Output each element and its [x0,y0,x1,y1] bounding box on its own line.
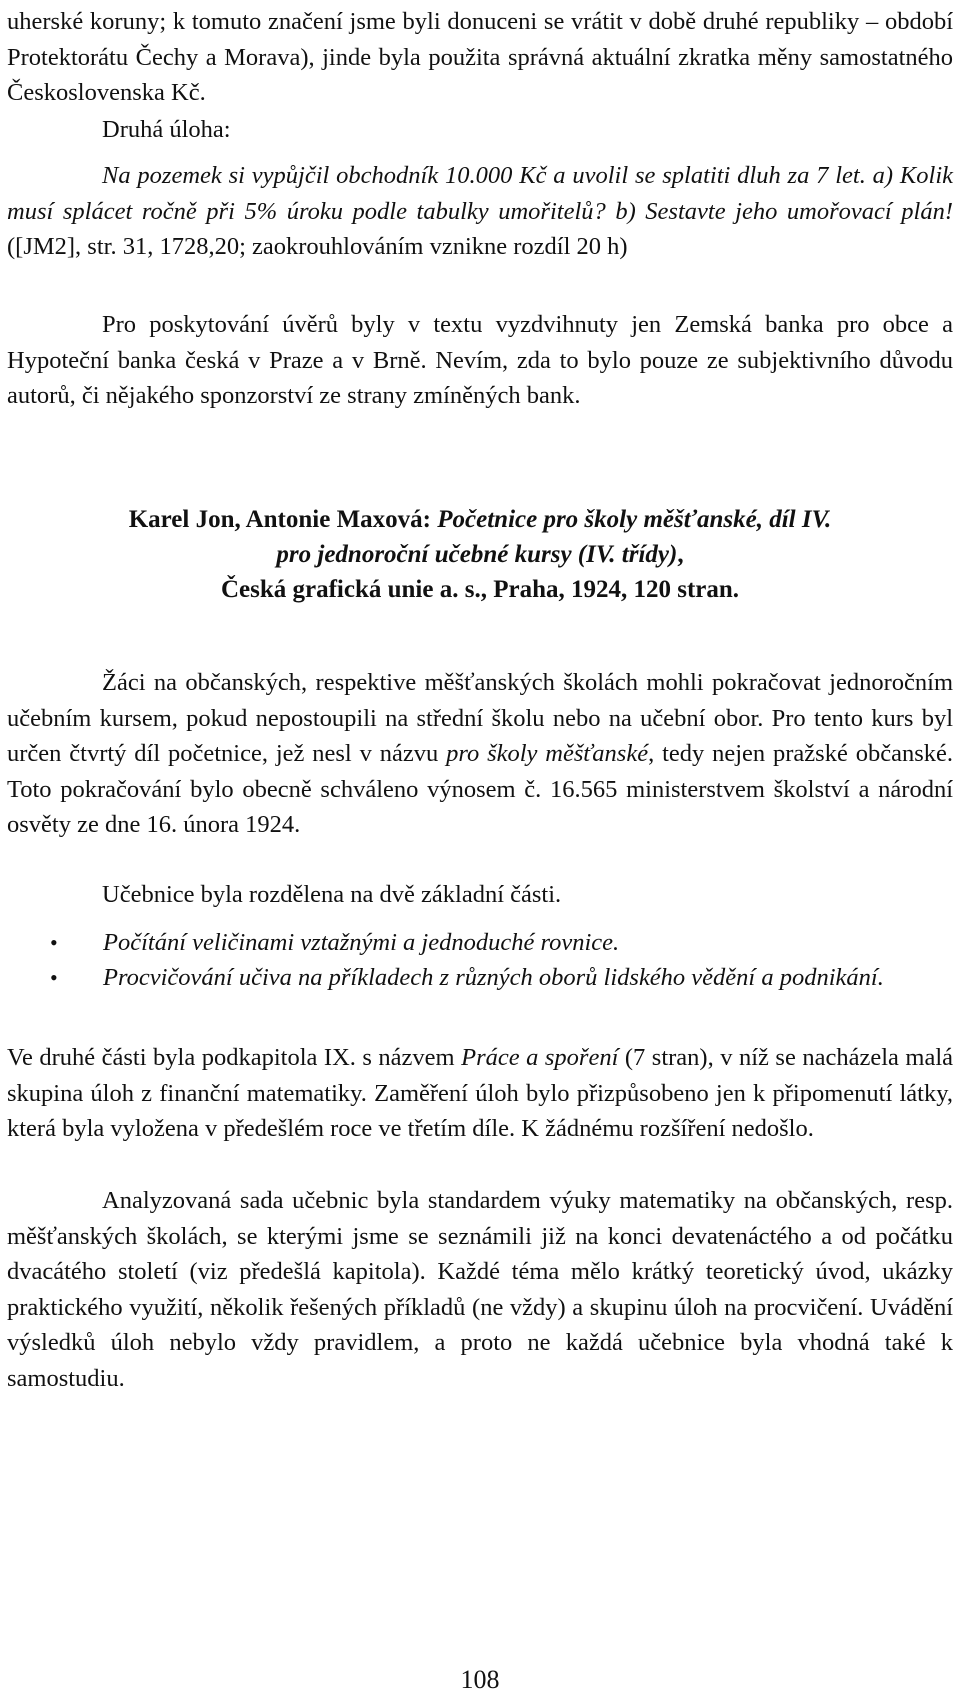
second-part-text-b: (7 stran), v níž se nacházela malá skupina úloh z finanční matematiky. Zaměření úloh bylo přizpůsobeno jen k připomenutí látky, která byla vyložena v předešlém roce ve třetím díle. K žádnému rozšíření nedošlo. [7,1044,954,1142]
book-title-line1: Početnice pro školy měšťanské, díl IV. [437,506,832,533]
book-title-line2: pro jednoroční učebné kursy (IV. třídy) [276,541,678,568]
bullet-item [7,960,953,1032]
book-title-comma: , [677,541,684,568]
task-text: Na pozemek si vypůjčil obchodník 10.000 Kč a uvolil se splatiti dluh za 7 let. a) Kolik musí splácet ročně při 5% úroku podle tabulky umořitelů? b) Sestavte jeho umořovací plán! [7,162,953,225]
course-italic: pro školy měšťanské [446,740,649,767]
paragraph-second-part [7,1040,953,1147]
paragraph-currency-note: uherské koruny; k tomuto značení jsme byli donuceni se vrátit v době druhé republiky – období Protektorátu Čechy a Morava), jinde byla použita správná aktuální zkratka měny samostatného Československa Kč. [7,8,953,106]
course-text-a: Žáci na občanských, respektive měšťanských školách mohli pokračovat jednoročním učebním kursem, pokud nepostoupili na střední školu nebo na učební obor. Pro tento kurs byl určen čtvrtý díl početnice, jež nesl v názvu [7,669,953,767]
page-number: 108 [460,1665,500,1694]
book-publisher: Česká grafická unie a. s., Praha, 1924, 120 stran. [220,576,740,603]
bullet-item [7,925,953,961]
book-heading-line1 [0,502,960,538]
bullet-symbol: • [50,930,58,955]
book-heading-line2 [0,537,960,573]
paragraph-analysis: Analyzovaná sada učebnic byla standardem výuky matematiky na občanských, resp. měšťanských školách, se kterými jsme se seznámili již na konci devatenáctého a od počátku dvacátého století (viz předešlá kapitola). Každé téma mělo krátký teoretický úvod, ukázky praktického využití, několik řešených příkladů (ne vždy) a skupinu úloh na procvičení. Uvádění výsledků úloh nebylo vždy pravidlem, a proto ne každá učebnice byla vhodná také k samostudiu. [7,1187,953,1392]
task-heading: Druhá úloha: [102,116,231,143]
task-reference: ([JM2], str. 31, 1728,20; zaokrouhlováním vznikne rozdíl 20 h) [7,233,628,260]
course-text-b: , tedy nejen pražské občanské. Toto pokračování bylo obecně schváleno výnosem č. 16.565 ministerstvem školství a národní osvěty ze dne 16. února 1924. [7,740,953,838]
task-paragraph [7,158,953,265]
bullet-text: Počítání veličinami vztažnými a jednoduché rovnice. [103,929,620,956]
paragraph-banks: Pro poskytování úvěrů byly v textu vyzdvihnuty jen Zemská banka pro obce a Hypoteční banka česká v Praze a v Brně. Nevím, zda to bylo pouze ze subjektivního důvodu autorů, či nějakého sponzorství ze strany zmíněných bank. [7,311,953,409]
bullet-text: Procvičování učiva na příkladech z různých oborů lidského vědění a podnikání. [103,964,884,991]
bullet-symbol: • [50,965,58,990]
book-authors: Karel Jon, Antonie Maxová: [128,506,438,533]
second-part-text-a: Ve druhé části byla podkapitola IX. s názvem [7,1044,462,1071]
paragraph-parts: Učebnice byla rozdělena na dvě základní části. [102,881,562,908]
second-part-italic: Práce a spoření [461,1044,619,1071]
paragraph-course [7,665,953,843]
